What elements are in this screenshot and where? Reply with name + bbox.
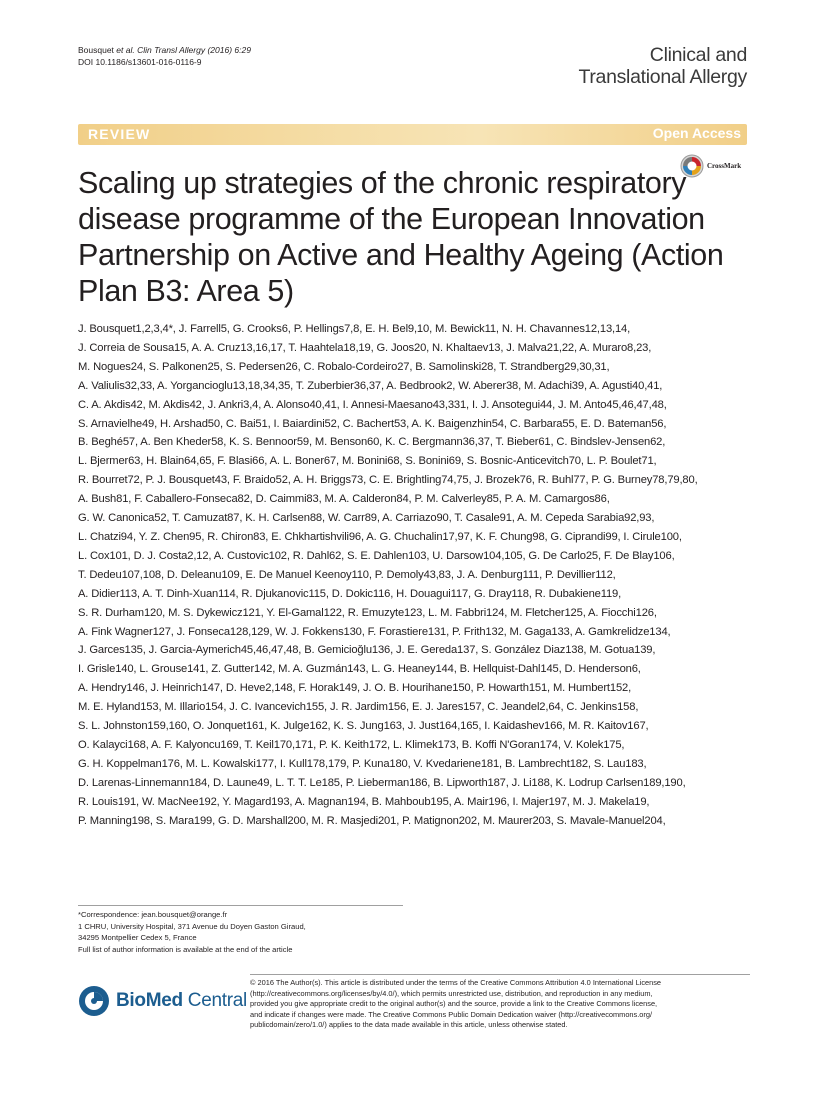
author-line: A. Hendry146, J. Heinrich147, D. Heve2,148, F. Horak149, J. O. B. Hourihane150, P. Howarth151, M. Humbert152, <box>78 682 632 695</box>
license-line: (http://creativecommons.org/licenses/by/4.0/), which permits unrestricted use, distribution, and reproduction in any medium, <box>250 988 653 998</box>
publisher-name-bold: BioMed <box>116 990 183 1011</box>
author-line: S. L. Johnston159,160, O. Jonquet161, K. Julge162, K. S. Jung163, J. Just164,165, I. Kaidashev166, M. R. Kaitov167, <box>78 720 649 733</box>
author-line: J. Correia de Sousa15, A. A. Cruz13,16,17, T. Haahtela18,19, G. Joos20, N. Khaltaev13, J. Malva21,22, A. Muraro8,23, <box>78 341 652 354</box>
license-line: publicdomain/zero/1.0/) applies to the data made available in this article, unless otherwise stated. <box>250 1020 568 1030</box>
journal-name <box>578 44 747 88</box>
author-line: S. R. Durham120, M. S. Dykewicz121, Y. El-Gamal122, R. Emuzyte123, L. M. Fabbri124, M. Fletcher125, A. Fiocchi126, <box>78 606 657 619</box>
biomed-central-icon <box>78 985 110 1017</box>
journal-name-line-2: Translational Allergy <box>578 66 747 88</box>
author-line: A. Fink Wagner127, J. Fonseca128,129, W. J. Fokkens130, F. Forastiere131, P. Frith132, M. Gaga133, A. Gamkrelidze134, <box>78 625 671 638</box>
license-line: and indicate if changes were made. The Creative Commons Public Domain Dedication waiver (http://creativecommons.org/ <box>250 1009 653 1019</box>
author-line: T. Dedeu107,108, D. Deleanu109, E. De Manuel Keenoy110, P. Demoly43,83, J. A. Denburg111, P. Devillier112, <box>78 568 616 581</box>
article-type-banner <box>78 124 747 145</box>
affiliation-footnote-cont: 34295 Montpellier Cedex 5, France <box>78 933 197 942</box>
author-line: J. Bousquet1,2,3,4*, J. Farrell5, G. Crooks6, P. Hellings7,8, E. H. Bel9,10, M. Bewick11, N. H. Chavannes12,13,14, <box>78 323 631 335</box>
author-line: J. Garces135, J. Garcia-Aymerich45,46,47,48, B. Gemicioğlu136, J. E. Gereda137, S. González Diaz138, M. Gotua139, <box>78 644 656 657</box>
correspondence-footnote[interactable]: *Correspondence: jean.bousquet@orange.fr <box>78 910 228 919</box>
author-line: L. Chatzi94, Y. Z. Chen95, R. Chiron83, E. Chkhartishvili96, A. G. Chuchalin17,97, K. F. Chung98, G. Ciprandi99, I. Cirule100, <box>78 530 682 543</box>
author-line: C. A. Akdis42, M. Akdis42, J. Ankri3,4, A. Alonso40,41, I. Annesi-Maesano43,331, I. J. Ansotegui44, J. M. Anto45,46,47,48, <box>78 398 667 411</box>
license-line: © 2016 The Author(s). This article is distributed under the terms of the Creative Commons Attribution 4.0 International License <box>250 978 662 987</box>
publisher-name <box>116 990 247 1012</box>
author-line: R. Louis191, W. MacNee192, Y. Magard193, A. Magnan194, B. Mahboub195, A. Mair196, I. Majer197, M. J. Makela19, <box>78 795 650 808</box>
author-line: G. W. Canonica52, T. Camuzat87, K. H. Carlsen88, W. Carr89, A. Carriazo90, T. Casale91, A. M. Cepeda Sarabia92,93, <box>78 512 655 525</box>
license-line: provided you give appropriate credit to the original author(s) and the source, provide a link to the Creative Commons license, <box>250 999 658 1009</box>
footnotes <box>78 909 418 955</box>
author-line: A. Valiulis32,33, A. Yorgancioglu13,18,34,35, T. Zuberbier36,37, A. Bedbrook2, W. Aberer38, M. Adachi39, A. Agusti40,41, <box>78 379 663 392</box>
journal-name-line-1: Clinical and <box>649 44 747 66</box>
affiliation-footnote: 1 CHRU, University Hospital, 371 Avenue du Doyen Gaston Giraud, <box>78 921 306 931</box>
author-line: L. Bjermer63, H. Blain64,65, F. Blasi66, A. L. Boner67, M. Bonini68, S. Bonini69, S. Bosnic-Anticevitch70, L. P. Boulet71, <box>78 455 657 468</box>
author-line: P. Manning198, S. Mara199, G. D. Marshall200, M. R. Masjedi201, P. Matignon202, M. Maurer203, S. Mavale-Manuel204, <box>78 814 666 827</box>
citation-authors: Bousquet <box>78 45 117 55</box>
author-line: M. Nogues24, S. Palkonen25, S. Pedersen26, C. Robalo-Cordeiro27, B. Samolinski28, T. Strandberg29,30,31, <box>78 360 610 373</box>
author-line: L. Cox101, D. J. Costa2,12, A. Custovic102, R. Dahl62, S. E. Dahlen103, U. Darsow104,105, G. De Carlo25, F. De Blay106, <box>78 549 675 562</box>
author-list <box>78 320 750 830</box>
crossmark-label: CrossMark <box>707 162 742 170</box>
author-line: I. Grisle140, L. Grouse141, Z. Gutter142, M. A. Guzmán143, L. G. Heaney144, B. Hellquist-Dahl145, D. Henderson6, <box>78 663 641 676</box>
author-line: O. Kalayci168, A. F. Kalyoncu169, T. Keil170,171, P. K. Keith172, L. Klimek173, B. Koffi N'Goran174, V. Kolek175, <box>78 738 625 751</box>
author-line: B. Beghé57, A. Ben Kheder58, K. S. Bennoor59, M. Benson60, K. C. Bergmann36,37, T. Bieber61, C. Bindslev-Jensen62, <box>78 436 666 449</box>
citation-line <box>78 44 251 56</box>
publisher-name-light: Central <box>182 990 247 1011</box>
citation-block <box>78 44 251 68</box>
license-statement <box>250 974 750 1031</box>
author-line: D. Larenas-Linnemann184, D. Laune49, L. T. T. Le185, P. Lieberman186, B. Lipworth187, J. Li188, K. Lodrup Carlsen189,190, <box>78 776 686 789</box>
footnote-divider <box>78 905 403 906</box>
citation-journal: et al. Clin Transl Allergy (2016) 6:29 <box>116 45 251 55</box>
author-line: A. Bush81, F. Caballero-Fonseca82, D. Caimmi83, M. A. Calderon84, P. M. Calverley85, P. A. M. Camargos86, <box>78 493 610 506</box>
open-access-label: Open Access <box>652 125 741 141</box>
article-title: Scaling up strategies of the chronic respiratory disease programme of the European Innovation Partnership on Active and Healthy Ageing (Action Plan B3: Area 5) <box>78 166 724 308</box>
author-line: M. E. Hyland153, M. Illario154, J. C. Ivancevich155, J. R. Jardim156, E. J. Jares157, C. Jeandel2,64, C. Jenkins158, <box>78 701 639 714</box>
author-line: S. Arnavielhe49, H. Arshad50, C. Bai51, I. Baiardini52, C. Bachert53, A. K. Baigenzhin54, C. Barbara55, E. D. Bateman56, <box>78 417 667 430</box>
publisher-logo[interactable] <box>78 983 247 1019</box>
article-type-label: REVIEW <box>88 126 151 142</box>
doi[interactable]: DOI 10.1186/s13601-016-0116-9 <box>78 57 202 67</box>
author-info-note: Full list of author information is available at the end of the article <box>78 944 293 954</box>
author-line: G. H. Koppelman176, M. L. Kowalski177, I. Kull178,179, P. Kuna180, V. Kvedariene181, B. Lambrecht182, S. Lau183, <box>78 757 647 770</box>
author-line: R. Bourret72, P. J. Bousquet43, F. Braido52, A. H. Briggs73, C. E. Brightling74,75, J. Brozek76, R. Buhl77, P. G. Burney78,79,80, <box>78 474 698 487</box>
author-line: A. Didier113, A. T. Dinh-Xuan114, R. Djukanovic115, D. Dokic116, H. Douagui117, G. Dray118, R. Dubakiene119, <box>78 587 622 600</box>
